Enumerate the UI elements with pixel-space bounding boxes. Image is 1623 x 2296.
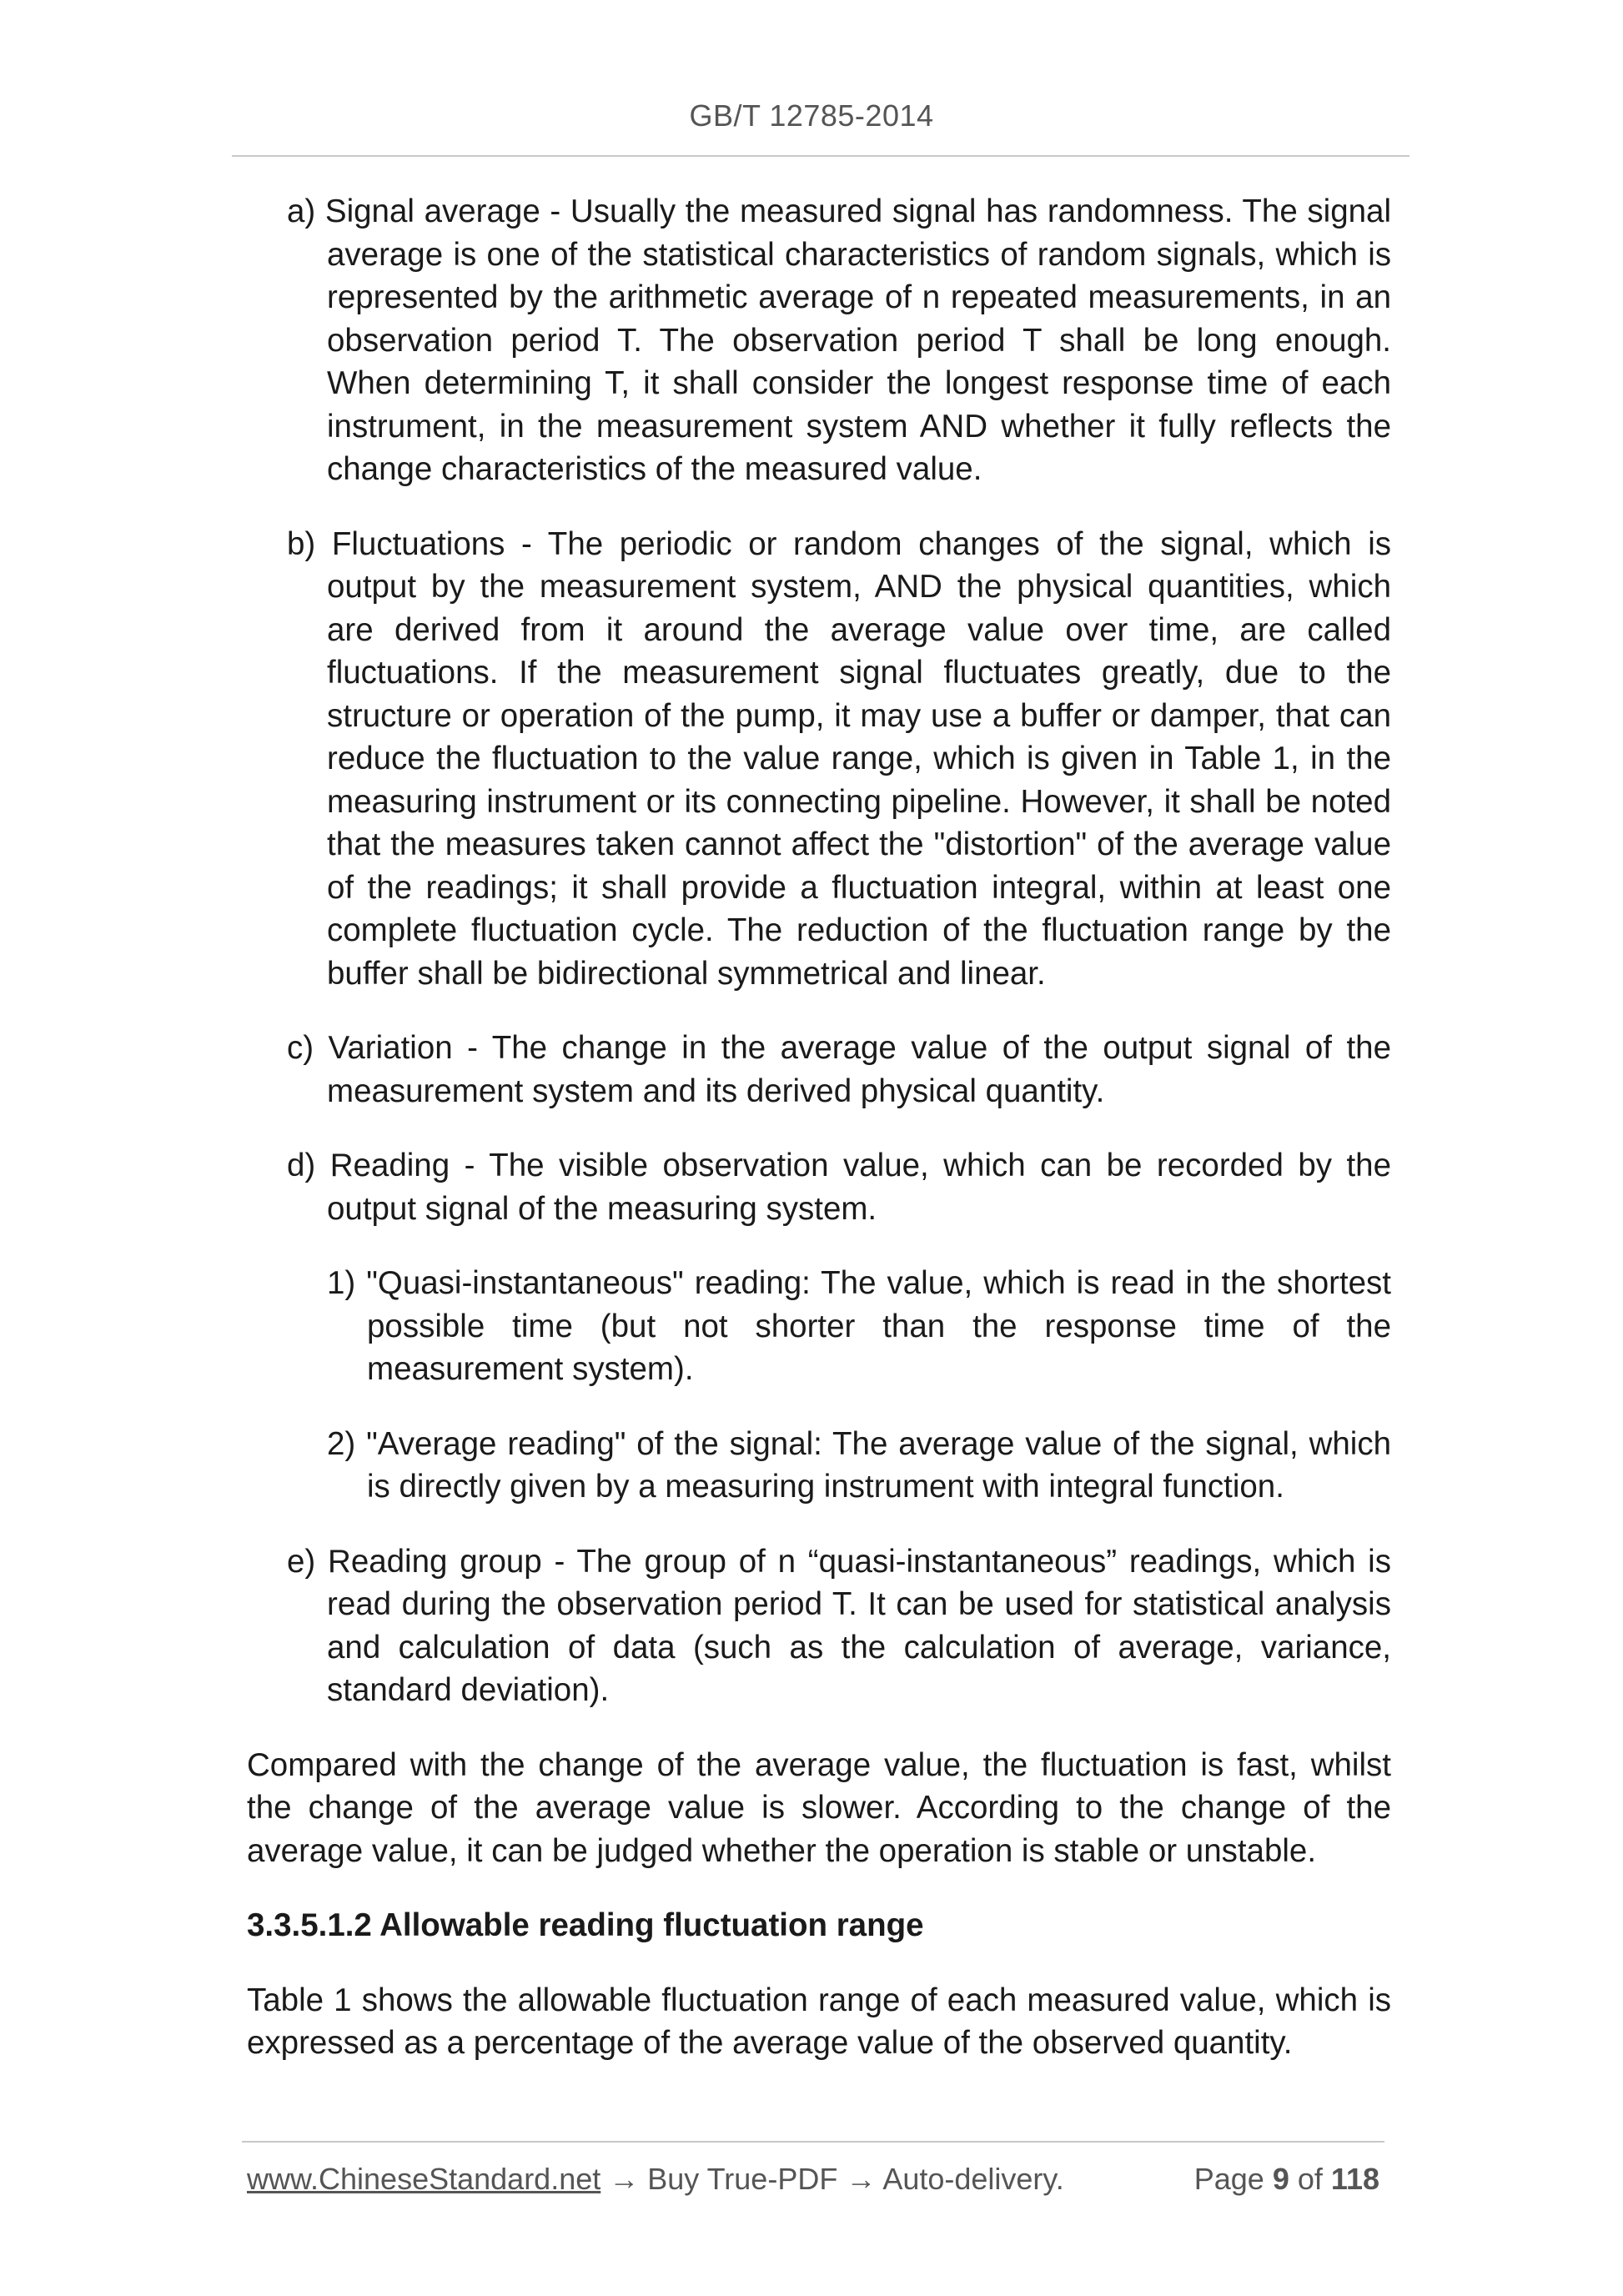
document-body <box>247 190 1391 2097</box>
footer-trail: → Buy True-PDF → Auto-delivery. <box>600 2162 1064 2196</box>
sub-list-item-1: 1) "Quasi-instantaneous" reading: The value, which is read in the shortest possible time (but not shorter than the response time of the measurement system). <box>327 1265 1391 1387</box>
page-header <box>0 98 1623 133</box>
sub-list-item-2: 2) "Average reading" of the signal: The average value of the signal, which is directly given by a measuring instrument with integral function. <box>327 1425 1391 1505</box>
list-item-e: e) Reading group - The group of n “quasi-instantaneous” readings, which is read during the observation period T. It can be used for statistical analysis and calculation of data (such as the calculation of average, variance, standard deviation). <box>287 1543 1391 1708</box>
website-link[interactable]: www.ChineseStandard.net <box>247 2162 601 2196</box>
list-item-c: c) Variation - The change in the average value of the output signal of the measurement system and its derived physical quantity. <box>287 1030 1391 1109</box>
document-id: GB/T 12785-2014 <box>689 98 934 133</box>
page-number: 9 <box>1272 2162 1289 2196</box>
list-item-d: d) Reading - The visible observation value, which can be recorded by the output signal of the measuring system. <box>287 1148 1391 1227</box>
header-divider <box>232 155 1409 157</box>
paragraph-table-reference: Table 1 shows the allowable fluctuation range of each measured value, which is expressed as a percentage of the average value of the observed quantity. <box>247 1982 1391 2061</box>
page-total: 118 <box>1330 2162 1379 2196</box>
paragraph-comparison: Compared with the change of the average value, the fluctuation is fast, whilst the change of the average value is slower. According to the change of the average value, it can be judged whether the operation is stable or unstable. <box>247 1746 1391 1869</box>
footer-divider <box>242 2141 1384 2143</box>
page-footer <box>247 2162 1384 2205</box>
list-item-b: b) Fluctuations - The periodic or random changes of the signal, which is output by the measurement system, AND the physical quantities, which are derived from it around the average value over time, are called fluctuations. If the measurement signal fluctuates greatly, due to the structure or operation of the pump, it may use a buffer or damper, that can reduce the fluctuation to the value range, which is given in Table 1, in the measuring instrument or its connecting pipeline. However, it shall be noted that the measures taken cannot affect the "distortion" of the average value of the readings; it shall provide a fluctuation integral, within at least one complete fluctuation cycle. The reduction of the fluctuation range by the buffer shall be bidirectional symmetrical and linear. <box>287 525 1391 992</box>
page-counter: Page 9 of 118 <box>1193 2162 1379 2196</box>
section-heading: 3.3.5.1.2 Allowable reading fluctuation range <box>247 1907 924 1943</box>
list-item-a: a) Signal average - Usually the measured signal has randomness. The signal average is one of the statistical characteristics of random signals, which is represented by the arithmetic average of n repeated measurements, in an observation period T. The observation period T shall be long enough. When determining T, it shall consider the longest response time of each instrument, in the measurement system AND whether it fully reflects the change characteristics of the measured value. <box>287 193 1391 487</box>
